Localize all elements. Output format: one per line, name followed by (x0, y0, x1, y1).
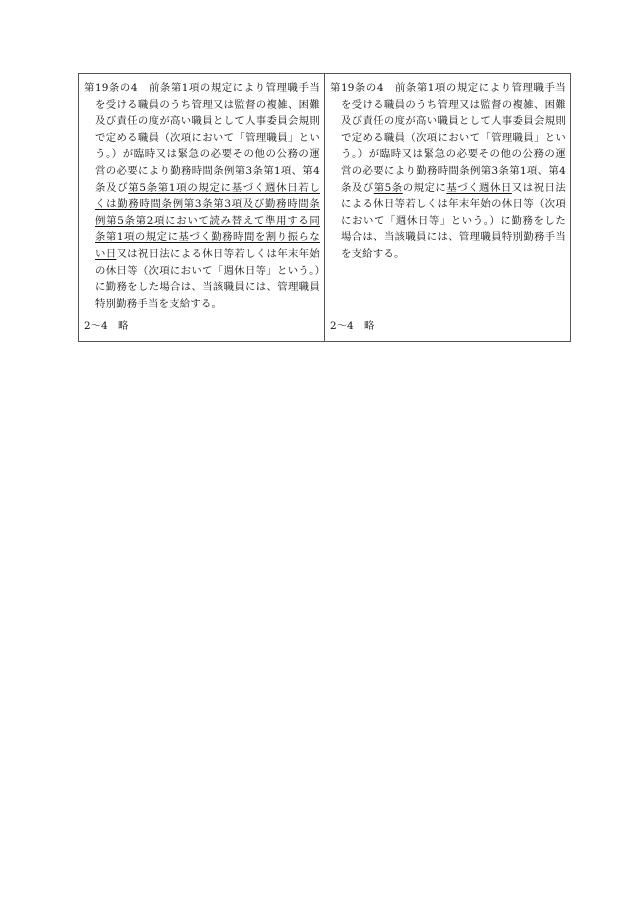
article-19-4-current (330, 80, 566, 263)
amended-text-cell (79, 74, 325, 342)
article-body-part-3: 又は祝日法による休日等若しくは年末年始の休日等（次項において「週休日等」という。）に勤務をした場合は、当該職員には、管理職員特別勤務手当を支給する。 (95, 247, 320, 310)
table-row (79, 74, 571, 342)
article-body-part-1: 前条第1項の規定により管理職手当を受ける職員のうち管理又は監督の複雑、困難及び責任の度が高い職員として人事委員会規則で定める職員（次項において「管理職員」という。）が臨時又は緊急の必要その他の公務の運営の必要により勤務時間条例第3条第1項、第4条及び (95, 82, 320, 194)
current-text-cell (325, 74, 571, 342)
comparison-table (78, 73, 571, 342)
article-body-part-1: 前条第1項の規定により管理職手当を受ける職員のうち管理又は監督の複雑、困難及び責任の度が高い職員として人事委員会規則で定める職員（次項において「管理職員」という。）が臨時又は緊急の必要その他の公務の運営の必要により勤務時間条例第3条第1項、第4条及び (341, 82, 566, 194)
article-number: 第19条の4 (330, 82, 384, 94)
omitted-paragraphs-note: 2〜4 略 (330, 320, 375, 332)
article-body-underlined-1: 第5条 (373, 181, 403, 194)
article-number: 第19条の4 (84, 82, 138, 94)
article-body-part-5: 又は祝日法による休日等若しくは年末年始の休日等（次項において「週休日等」という。）に勤務をした場合は、当該職員には、管理職員特別勤務手当を支給する。 (341, 181, 567, 260)
article-body-part-3: の規定に (402, 181, 447, 194)
article-body-underlined: 第5条第1項の規定に基づく週休日若しくは勤務時間条例第3条第3項及び勤務時間条例第5条第2項において読み替えて準用する同条第1項の規定に基づく勤務時間を割り振らない日 (95, 181, 320, 260)
article-19-4-amended (84, 80, 320, 312)
omitted-paragraphs-note: 2〜4 略 (84, 320, 129, 332)
article-body-underlined-2: 基づく週休日 (446, 181, 512, 194)
